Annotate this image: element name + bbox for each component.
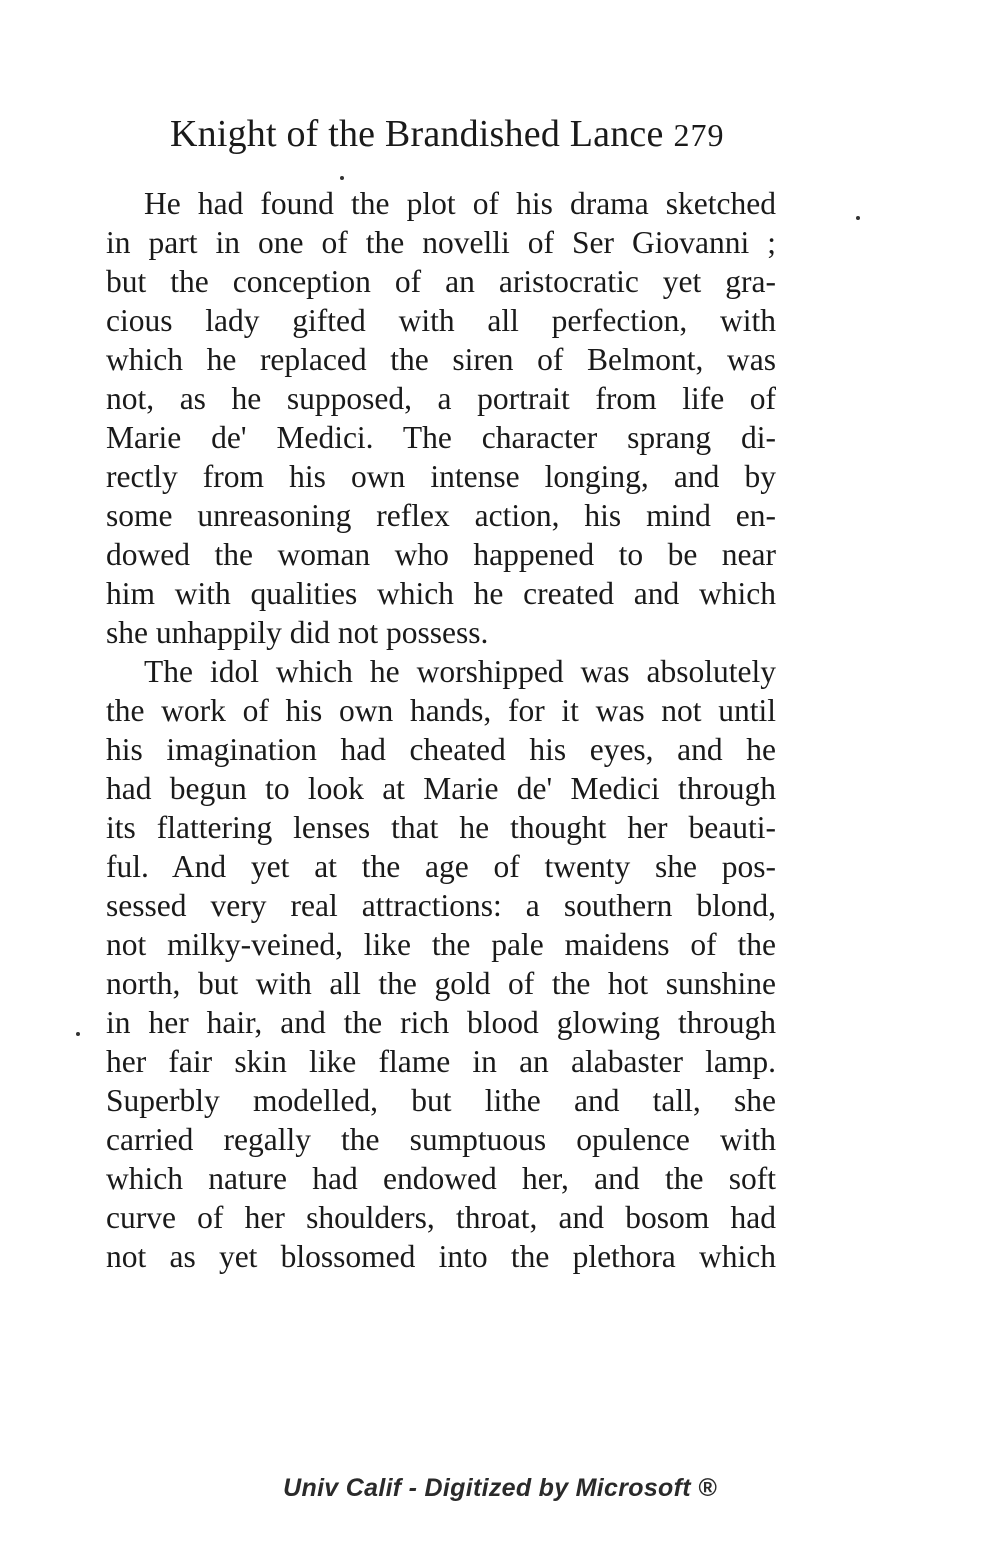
text-line: cious lady gifted with all perfection, with: [106, 303, 776, 338]
scan-speck: [76, 1032, 80, 1036]
text-line: Marie de' Medici. The character sprang di-: [106, 420, 776, 455]
text-line: He had found the plot of his drama sketched: [144, 186, 776, 221]
text-line: not, as he supposed, a portrait from life of: [106, 381, 776, 416]
text-line: she unhappily did not possess.: [106, 615, 489, 650]
text-line: ful. And yet at the age of twenty she pos-: [106, 849, 776, 884]
text-line: which nature had endowed her, and the soft: [106, 1161, 776, 1196]
running-title: Knight of the Brandished Lance: [170, 113, 664, 155]
scan-speck: [340, 176, 344, 180]
text-line: Superbly modelled, but lithe and tall, she: [106, 1083, 776, 1118]
running-head: [170, 108, 790, 161]
text-line: had begun to look at Marie de' Medici through: [106, 771, 776, 806]
page-number: 279: [673, 117, 725, 153]
text-line: its flattering lenses that he thought her beauti-: [106, 810, 776, 845]
text-line: not as yet blossomed into the plethora which: [106, 1239, 776, 1274]
text-line: some unreasoning reflex action, his mind en-: [106, 498, 776, 533]
text-line: which he replaced the siren of Belmont, was: [106, 342, 776, 377]
text-line: sessed very real attractions: a southern blond,: [106, 888, 776, 923]
body-text: [106, 184, 776, 1276]
text-line: but the conception of an aristocratic yet gra-: [106, 264, 776, 299]
text-line: the work of his own hands, for it was not until: [106, 693, 776, 728]
text-line: in her hair, and the rich blood glowing through: [106, 1005, 776, 1040]
text-line: carried regally the sumptuous opulence with: [106, 1122, 776, 1157]
digitization-watermark: Univ Calif - Digitized by Microsoft ®: [283, 1474, 717, 1502]
text-line: dowed the woman who happened to be near: [106, 537, 776, 572]
text-line: his imagination had cheated his eyes, and he: [106, 732, 776, 767]
text-line: north, but with all the gold of the hot sunshine: [106, 966, 776, 1001]
text-line: curve of her shoulders, throat, and bosom had: [106, 1200, 776, 1235]
text-line: The idol which he worshipped was absolutely: [144, 654, 776, 689]
scan-speck: [856, 216, 860, 220]
text-line: not milky-veined, like the pale maidens of the: [106, 927, 776, 962]
text-line: in part in one of the novelli of Ser Giovanni ;: [106, 225, 776, 260]
text-line: rectly from his own intense longing, and by: [106, 459, 776, 494]
text-line: her fair skin like flame in an alabaster lamp.: [106, 1044, 776, 1079]
text-line: him with qualities which he created and which: [106, 576, 776, 611]
